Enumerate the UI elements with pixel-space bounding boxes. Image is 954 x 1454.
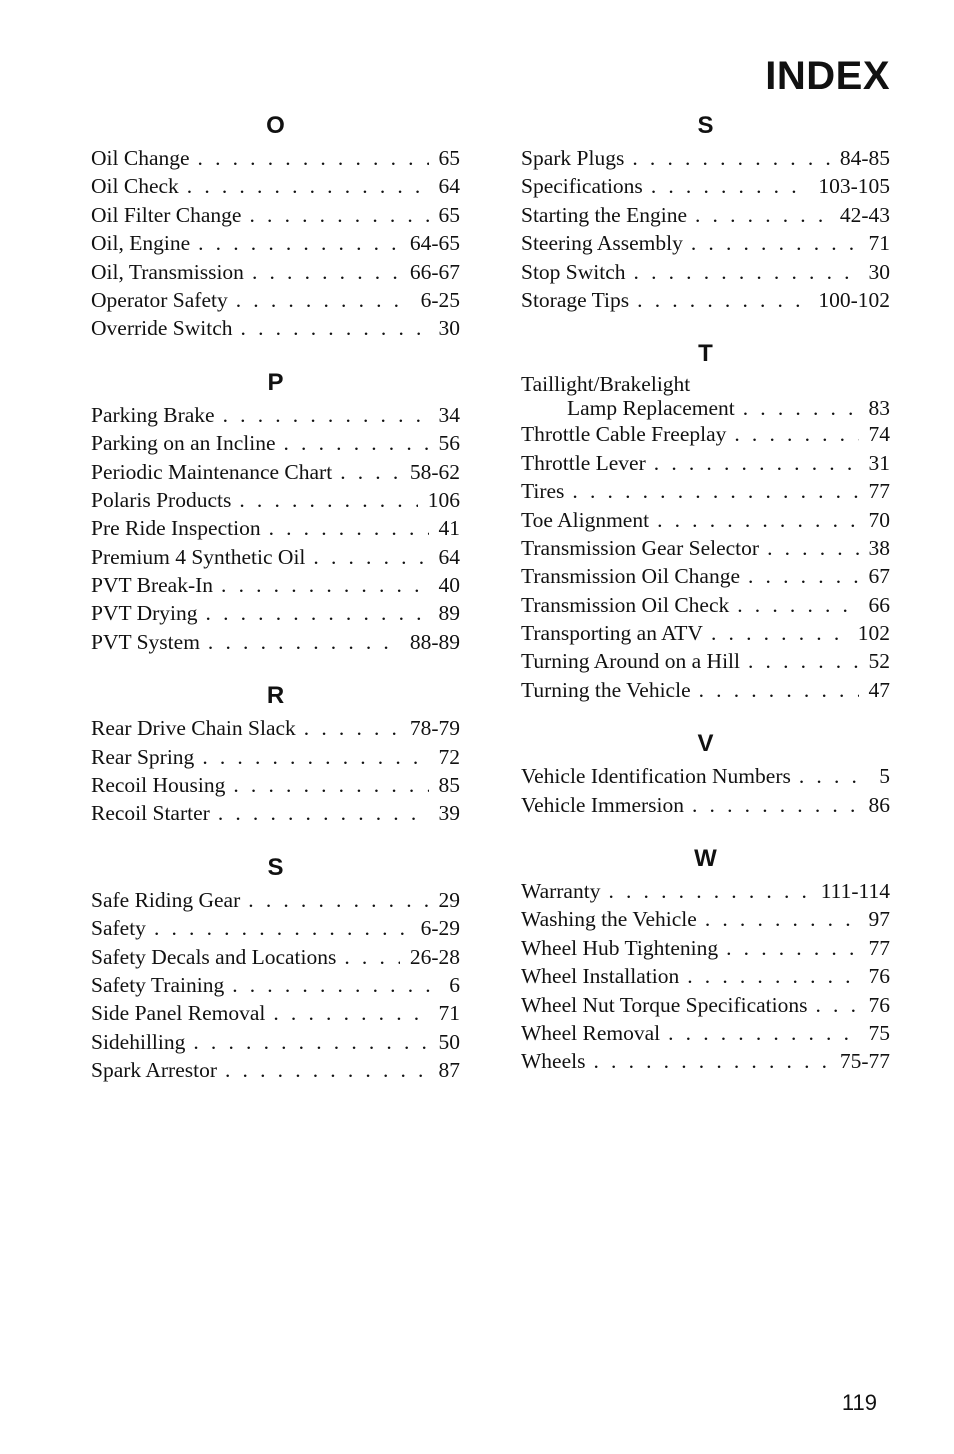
dot-leader [340, 458, 400, 486]
index-entry [91, 999, 460, 1027]
index-entry-pages: 58-62 [409, 459, 460, 484]
index-entry-term: Taillight/Brakelight [521, 372, 691, 397]
index-entry-pages: 74 [868, 422, 890, 447]
index-entry [91, 201, 460, 229]
dot-leader [767, 534, 858, 562]
index-entry-term: Pre Ride Inspection [91, 516, 261, 541]
dot-leader [249, 201, 428, 229]
index-entry [521, 506, 890, 534]
dot-leader [705, 905, 859, 933]
dot-leader [223, 401, 429, 429]
index-entry-term: Wheel Installation [521, 964, 680, 989]
index-entry [91, 628, 460, 656]
index-entry [521, 477, 890, 505]
index-entry-term: Sidehilling [91, 1029, 186, 1054]
index-entry-term: Turning Around on a Hill [521, 649, 740, 674]
dot-leader [748, 562, 859, 590]
index-section [91, 365, 460, 657]
index-entry [91, 743, 460, 771]
index-entry-pages: 111-114 [820, 879, 890, 904]
index-entry-pages: 75-77 [839, 1049, 890, 1074]
dot-leader [668, 1019, 858, 1047]
index-entry [521, 1047, 890, 1075]
index-entry-pages: 6-29 [420, 916, 460, 941]
index-entry [91, 286, 460, 314]
index-entry [91, 914, 460, 942]
dot-leader [799, 762, 869, 790]
index-entry-pages: 29 [438, 887, 460, 912]
index-entry [91, 599, 460, 627]
index-entry-term: Polaris Products [91, 487, 232, 512]
dot-leader [632, 144, 829, 172]
index-entry-term: Safe Riding Gear [91, 887, 241, 912]
dot-leader [206, 599, 429, 627]
index-entry-term: Spark Arrestor [91, 1058, 217, 1083]
index-entry-term: Storage Tips [521, 287, 630, 312]
index-entry-term: Safety Training [91, 972, 225, 997]
index-section [91, 108, 460, 343]
index-entry-list [521, 144, 890, 314]
dot-leader [208, 628, 400, 656]
index-entry-term: Oil Filter Change [91, 202, 242, 227]
dot-leader [711, 619, 848, 647]
index-entry-term: Throttle Lever [521, 450, 646, 475]
dot-leader [695, 201, 830, 229]
index-entry-term: Periodic Maintenance Chart [91, 459, 333, 484]
dot-leader [634, 258, 859, 286]
dot-leader [743, 396, 859, 420]
index-entry-term: PVT Drying [91, 601, 198, 626]
dot-leader [748, 647, 859, 675]
dot-leader [154, 914, 411, 942]
dot-leader [202, 743, 428, 771]
dot-leader [657, 506, 858, 534]
index-entry [91, 971, 460, 999]
index-entry-pages: 77 [868, 935, 890, 960]
index-entry-pages: 34 [438, 402, 460, 427]
dot-leader [344, 943, 399, 971]
index-entry [521, 991, 890, 1019]
index-section [521, 726, 890, 819]
index-section [91, 678, 460, 828]
dot-leader [699, 676, 859, 704]
index-entry-term: Wheel Removal [521, 1020, 661, 1045]
index-entry-pages: 89 [438, 601, 460, 626]
index-entry-pages: 52 [868, 649, 890, 674]
index-entry-pages: 103-105 [818, 174, 890, 199]
index-entry [521, 962, 890, 990]
index-entry [521, 534, 890, 562]
index-entry-pages: 71 [438, 1001, 460, 1026]
index-entry-pages: 26-28 [409, 944, 460, 969]
index-entry-term: Specifications [521, 174, 643, 199]
dot-leader [198, 229, 400, 257]
index-entry [521, 372, 890, 420]
index-entry-pages: 65 [438, 202, 460, 227]
index-entry [521, 934, 890, 962]
index-entry-pages: 38 [868, 535, 890, 560]
index-entry-term: Vehicle Immersion [521, 792, 684, 817]
index-entry-list [91, 401, 460, 657]
index-entry-pages: 75 [868, 1020, 890, 1045]
index-entry-term: Steering Assembly [521, 231, 683, 256]
index-entry [91, 943, 460, 971]
index-entry [91, 314, 460, 342]
section-letter-heading: P [267, 368, 284, 396]
index-entry-pages: 78-79 [409, 716, 460, 741]
index-entry-term: Toe Alignment [521, 507, 650, 532]
index-entry [91, 714, 460, 742]
dot-leader [651, 172, 809, 200]
index-column-left [91, 108, 460, 1107]
dot-leader [221, 571, 428, 599]
dot-leader [232, 971, 439, 999]
index-entry-subline [521, 396, 890, 420]
index-entry-term: Transporting an ATV [521, 621, 703, 646]
index-column-right [521, 108, 890, 1098]
dot-leader [284, 429, 429, 457]
index-entry [521, 420, 890, 448]
dot-leader [692, 791, 859, 819]
section-letter-heading: V [697, 730, 714, 758]
dot-leader [637, 286, 808, 314]
index-entry [521, 877, 890, 905]
index-entry-pages: 6-25 [420, 287, 460, 312]
index-entry-pages: 47 [868, 677, 890, 702]
dot-leader [691, 229, 859, 257]
index-entry-term: Turning the Vehicle [521, 677, 691, 702]
index-entry-pages: 76 [868, 964, 890, 989]
index-entry-pages: 30 [438, 316, 460, 341]
index-entry [521, 144, 890, 172]
index-entry [91, 172, 460, 200]
index-entry [521, 229, 890, 257]
index-entry [91, 486, 460, 514]
index-entry-pages: 84-85 [839, 146, 890, 170]
dot-leader [726, 934, 858, 962]
index-entry-list [521, 877, 890, 1076]
index-entry-term: Starting the Engine [521, 202, 687, 227]
index-entry-pages: 65 [438, 146, 460, 170]
dot-leader [734, 420, 858, 448]
index-entry-list [91, 886, 460, 1085]
index-entry-term: Transmission Oil Change [521, 564, 740, 589]
index-entry-pages: 88-89 [409, 629, 460, 654]
dot-leader [193, 1028, 428, 1056]
index-entry-list [91, 714, 460, 828]
dot-leader [269, 514, 429, 542]
index-entry-list [521, 372, 890, 704]
dot-leader [572, 477, 858, 505]
index-entry-pages: 76 [868, 992, 890, 1017]
index-entry-term: Parking Brake [91, 402, 215, 427]
index-entry-term: Premium 4 Synthetic Oil [91, 544, 306, 569]
index-entry [521, 619, 890, 647]
index-entry-term: Transmission Oil Check [521, 592, 730, 617]
index-entry-pages: 5 [879, 764, 890, 789]
section-letter-heading: W [694, 845, 717, 873]
index-entry-term: Oil, Transmission [91, 259, 244, 284]
index-entry-term: Rear Drive Chain Slack [91, 716, 296, 741]
index-entry-term: Wheel Hub Tightening [521, 935, 719, 960]
index-entry-pages: 64-65 [409, 231, 460, 256]
index-entry-term: Recoil Starter [91, 801, 210, 826]
index-entry-pages: 64 [438, 544, 460, 569]
index-entry [521, 1019, 890, 1047]
index-entry-pages: 102 [857, 621, 890, 646]
index-entry-term: Side Panel Removal [91, 1001, 266, 1026]
dot-leader [313, 543, 428, 571]
section-letter-heading: O [266, 112, 285, 139]
index-entry-term: Tires [521, 479, 565, 504]
index-entry [91, 458, 460, 486]
index-entry-term: Safety [91, 916, 146, 941]
index-entry-pages: 85 [438, 773, 460, 798]
dot-leader [737, 591, 858, 619]
index-section [91, 850, 460, 1085]
dot-leader [304, 714, 400, 742]
dot-leader [687, 962, 858, 990]
index-entry-pages: 70 [868, 507, 890, 532]
index-entry-pages: 41 [438, 516, 460, 541]
dot-leader [239, 486, 417, 514]
index-entry-term: Safety Decals and Locations [91, 944, 337, 969]
index-entry [521, 762, 890, 790]
index-entry-term: Warranty [521, 879, 601, 904]
index-entry-term: Wheels [521, 1049, 586, 1074]
dot-leader [815, 991, 858, 1019]
index-entry-pages: 97 [868, 907, 890, 932]
index-entry [91, 771, 460, 799]
section-letter-heading: S [697, 112, 714, 139]
index-entry-pages: 83 [868, 396, 890, 421]
index-entry [91, 258, 460, 286]
index-entry-term: PVT System [91, 629, 200, 654]
index-section [521, 108, 890, 314]
index-entry-term: Oil Check [91, 174, 179, 199]
section-letter-heading: R [266, 682, 285, 710]
index-entry [91, 229, 460, 257]
index-entry [521, 647, 890, 675]
index-entry [521, 562, 890, 590]
section-letter-heading: T [698, 340, 713, 368]
dot-leader [198, 144, 429, 172]
dot-leader [187, 172, 429, 200]
index-entry [91, 429, 460, 457]
index-entry-list [521, 762, 890, 819]
index-entry-term: Wheel Nut Torque Specifications [521, 992, 808, 1017]
index-entry-pages: 66 [868, 592, 890, 617]
index-entry-pages: 66-67 [409, 259, 460, 284]
index-entry [521, 172, 890, 200]
index-entry-subterm: Lamp Replacement [567, 396, 735, 421]
index-entry-list [91, 144, 460, 343]
index-entry-pages: 106 [427, 487, 460, 512]
index-entry-term: Spark Plugs [521, 146, 625, 170]
index-entry [91, 886, 460, 914]
index-entry-term: Transmission Gear Selector [521, 535, 760, 560]
page-title: INDEX [765, 54, 890, 98]
dot-leader [236, 286, 411, 314]
index-entry-term: Operator Safety [91, 287, 228, 312]
index-entry-pages: 72 [438, 744, 460, 769]
index-entry-pages: 64 [438, 174, 460, 199]
index-entry-pages: 71 [868, 231, 890, 256]
index-entry-term: Rear Spring [91, 744, 195, 769]
dot-leader [654, 449, 859, 477]
dot-leader [241, 314, 429, 342]
index-entry-term: Throttle Cable Freeplay [521, 422, 727, 447]
dot-leader [608, 877, 810, 905]
index-entry [91, 401, 460, 429]
dot-leader [218, 799, 429, 827]
index-entry [521, 286, 890, 314]
index-entry [91, 1056, 460, 1084]
index-entry [521, 905, 890, 933]
index-entry [91, 799, 460, 827]
index-entry-pages: 6 [449, 972, 460, 997]
index-entry-pages: 40 [438, 573, 460, 598]
index-entry-pages: 56 [438, 431, 460, 456]
index-entry-term: PVT Break-In [91, 573, 214, 598]
index-entry-pages: 87 [438, 1058, 460, 1083]
index-entry [521, 791, 890, 819]
dot-leader [593, 1047, 829, 1075]
dot-leader [273, 999, 428, 1027]
index-entry-term: Parking on an Incline [91, 431, 276, 456]
index-entry-term: Override Switch [91, 316, 233, 341]
index-entry [91, 543, 460, 571]
index-entry-pages: 30 [868, 259, 890, 284]
index-entry [521, 258, 890, 286]
index-entry-pages: 86 [868, 792, 890, 817]
index-entry [521, 201, 890, 229]
index-entry-term: Vehicle Identification Numbers [521, 764, 791, 789]
index-entry [91, 571, 460, 599]
index-entry-pages: 50 [438, 1029, 460, 1054]
index-entry [91, 1028, 460, 1056]
index-section [521, 841, 890, 1076]
index-entry [521, 449, 890, 477]
page-number: 119 [841, 1390, 877, 1415]
dot-leader [252, 258, 400, 286]
dot-leader [233, 771, 428, 799]
index-entry-term: Washing the Vehicle [521, 907, 697, 932]
index-entry-pages: 39 [438, 801, 460, 826]
dot-leader [248, 886, 428, 914]
index-entry-term: Stop Switch [521, 259, 626, 284]
index-entry [521, 591, 890, 619]
dot-leader [225, 1056, 429, 1084]
index-section [521, 336, 890, 704]
index-entry-pages: 67 [868, 564, 890, 589]
index-entry [91, 144, 460, 172]
index-entry-pages: 42-43 [839, 202, 890, 227]
index-entry-pages: 31 [868, 450, 890, 475]
index-entry-term: Oil Change [91, 146, 190, 170]
index-entry [91, 514, 460, 542]
index-entry-pages: 100-102 [818, 287, 890, 312]
index-entry-term: Oil, Engine [91, 231, 191, 256]
index-entry-term: Recoil Housing [91, 773, 226, 798]
index-entry [521, 676, 890, 704]
section-letter-heading: S [267, 853, 284, 881]
index-entry-pages: 77 [868, 479, 890, 504]
